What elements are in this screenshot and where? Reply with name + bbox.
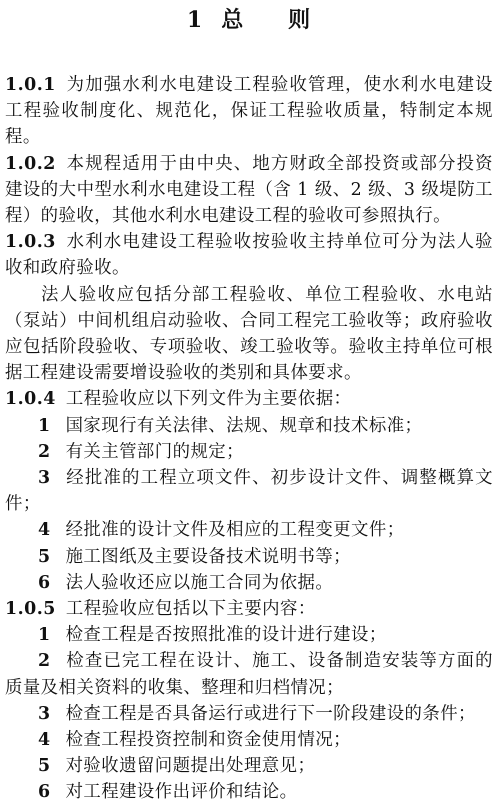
list-item: [5, 465, 493, 517]
item-number: 4: [38, 520, 51, 541]
list-item: [5, 570, 493, 596]
clause-text: 工程验收应以下列文件为主要依据：: [65, 389, 352, 410]
item-number: 5: [38, 546, 51, 567]
item-number: 4: [38, 730, 51, 751]
item-text: 检查工程是否按照批准的设计进行建设；: [65, 625, 387, 646]
list-item: [5, 701, 493, 727]
list-item: [5, 727, 493, 753]
item-text: 有关主管部门的规定；: [65, 441, 244, 462]
item-number: 1: [38, 625, 51, 646]
list-item: [5, 517, 493, 543]
list-item: [5, 544, 493, 570]
clause-text: 工程验收应包括以下主要内容：: [65, 599, 316, 620]
item-text: 施工图纸及主要设备技术说明书等；: [65, 546, 352, 567]
item-text: 法人验收还应以施工合同为依据。: [65, 572, 334, 593]
clause-1-0-4: [5, 386, 493, 412]
item-text: 经批准的设计文件及相应的工程变更文件；: [65, 520, 405, 541]
chapter-number: 1: [186, 7, 204, 33]
item-text: 检查已完工程在设计、施工、设备制造安装等方面的质量及相关资料的收集、整理和归档情况；: [5, 651, 493, 698]
chapter-heading: [0, 4, 498, 36]
chapter-title: 总 则: [221, 7, 312, 33]
document-body: [5, 72, 493, 806]
item-number: 5: [38, 756, 51, 777]
list-item: [5, 439, 493, 465]
clause-number: 1.0.2: [5, 153, 56, 174]
clause-text: 为加强水利水电建设工程验收管理，使水利水电建设工程验收制度化、规范化，保证工程验收质量，特制定本规程。: [5, 75, 493, 148]
list-item: [5, 779, 493, 805]
clause-number: 1.0.1: [5, 75, 56, 95]
clause-number: 1.0.3: [5, 232, 56, 253]
clause-text: 水利水电建设工程验收按验收主持单位可分为法人验收和政府验收。: [5, 232, 493, 279]
clause-1-0-5: [5, 596, 493, 622]
item-number: 1: [38, 415, 51, 436]
list-item: [5, 753, 493, 779]
item-text: 检查工程投资控制和资金使用情况；: [65, 730, 352, 751]
list-item: [5, 622, 493, 648]
item-text: 对工程建设作出评价和结论。: [65, 782, 298, 803]
clause-number: 1.0.5: [5, 599, 56, 620]
item-number: 2: [38, 651, 51, 672]
item-number: 2: [38, 441, 51, 462]
list-item: [5, 413, 493, 439]
clause-text: 本规程适用于由中央、地方财政全部投资或部分投资建设的大中型水利水电建设工程（含 1 级、2 级、3 级堤防工程）的验收，其他水利水电建设工程的验收可参照执行。: [5, 153, 493, 227]
item-text: 国家现行有关法律、法规、规章和技术标准；: [65, 415, 423, 436]
clause-number: 1.0.4: [5, 389, 56, 410]
item-number: 6: [38, 782, 51, 803]
list-item: [5, 648, 493, 700]
clause-1-0-1: [5, 72, 493, 151]
clause-1-0-2: [5, 151, 493, 230]
item-text: 经批准的工程立项文件、初步设计文件、调整概算文件；: [5, 468, 493, 515]
item-number: 3: [38, 468, 51, 489]
clause-1-0-3-paragraph: 法人验收应包括分部工程验收、单位工程验收、水电站（泵站）中间机组启动验收、合同工程完工验收等；政府验收应包括阶段验收、专项验收、竣工验收等。验收主持单位可根据工程建设需要增设验收的类别和具体要求。: [5, 284, 493, 384]
item-text: 检查工程是否具备运行或进行下一阶段建设的条件；: [65, 703, 476, 724]
clause-1-0-3: [5, 229, 493, 281]
item-number: 6: [38, 572, 51, 593]
item-number: 3: [38, 703, 51, 724]
item-text: 对验收遗留问题提出处理意见；: [65, 756, 316, 777]
